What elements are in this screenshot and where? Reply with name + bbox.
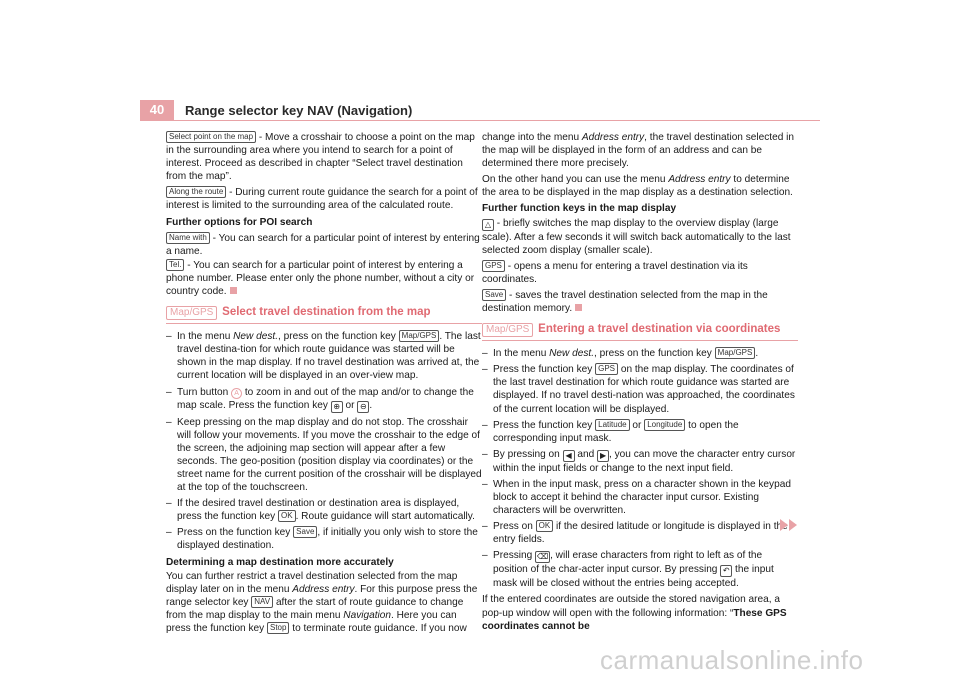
- function-key: Map/GPS: [715, 347, 756, 359]
- function-key: Longitude: [644, 419, 685, 431]
- list-item: – Turn button A to zoom in and out of the map and/or to change the map scale. Press the function key ⊕ or ⊖ .: [166, 386, 482, 413]
- arrow-right-icon: ▶: [597, 450, 609, 462]
- paragraph: [166, 186, 482, 212]
- function-key: GPS: [595, 363, 618, 375]
- text: - briefly switches the map display to the overview display (large scale). After a few seconds it will switch back automatically to the last selected zoom display (smaller scale).: [482, 217, 791, 256]
- function-key: Stop: [267, 622, 289, 634]
- list-item: – If the desired travel destination or destination area is displayed, press the function key OK . Route guidance will start automatically.: [166, 497, 482, 523]
- continue-arrow-icon: [789, 519, 797, 531]
- paragraph: change into the menu Address entry, the travel destination selected in the map will be displayed in the form of an address and can be determined there more precisely.: [482, 132, 794, 170]
- section-key: Map/GPS: [482, 323, 533, 337]
- subheading: Further options for POI search: [166, 216, 313, 228]
- function-key: Tel.: [166, 259, 184, 271]
- function-key: Name with: [166, 232, 210, 244]
- paragraph: [166, 232, 482, 258]
- function-key: OK: [278, 510, 296, 522]
- text: - Move a crosshair to choose a point on the map in the surrounding area where you intend to search for a point of interest. Proceed as described in chapter “Select travel destination from the map”.: [166, 132, 475, 183]
- list-item: – Keep pressing on the map display and do not stop. The crosshair will follow your movements. If you move the crosshair to the edge of the screen, the adjoining map section will appear after a few seconds. The geo-position (position display via coordinates) or the street name for the current position of the crosshair will be displayed at the top of the touchscreen.: [166, 416, 482, 495]
- paragraph: [482, 260, 798, 286]
- text: - opens a menu for entering a travel destination via its coordinates.: [482, 260, 748, 285]
- list-item: – Press on the function key Save , if initially you only wish to store the displayed destination.: [166, 526, 482, 552]
- function-key: OK: [536, 520, 554, 532]
- section-title: Select travel destination from the map: [222, 306, 431, 319]
- list-item: – Pressing ⌫ , will erase characters from right to left as of the position of the char-acter input cursor. By pressing ↶ the input mask will be closed without the entries being accepted.: [482, 549, 798, 590]
- overview-icon: △: [482, 219, 494, 231]
- header-divider: [140, 120, 820, 121]
- list-item: – Press the function key Latitude or Longitude to open the corresponding input mask.: [482, 419, 798, 445]
- function-key: Map/GPS: [399, 330, 440, 342]
- subheading: Further function keys in the map display: [482, 203, 677, 215]
- instruction-list: [482, 347, 798, 590]
- paragraph: [166, 131, 482, 183]
- list-item: – Press on OK if the desired latitude or longitude is displayed in the entry fields.: [482, 520, 798, 546]
- back-icon: ↶: [720, 565, 732, 577]
- list-item: – In the menu New dest., press on the function key Map/GPS . The last travel destina-tion for which route guidance was started will be shown in the map display. If no travel destination was arrived at, the current location will be displayed in an over-view map.: [166, 330, 482, 382]
- paragraph: [166, 259, 482, 298]
- section-title: Entering a travel destination via coordinates: [538, 323, 781, 336]
- paragraph: [482, 217, 798, 257]
- list-item: – In the menu New dest., press on the function key Map/GPS .: [482, 347, 798, 360]
- list-item: – Press the function key GPS on the map display. The coordinates of the last travel destination for which route guidance was started are displayed. If no travel desti-nation was approached, the coordinates of the current location will be displayed.: [482, 363, 798, 415]
- list-item: – When in the input mask, press on a character shown in the keypad block to accept it behind the character input cursor. Existing characters will be overwritten.: [482, 478, 798, 517]
- text: - You can search for a particular point of interest by entering a name.: [166, 232, 480, 257]
- backspace-icon: ⌫: [536, 552, 549, 562]
- function-key: Select point on the map: [166, 131, 256, 143]
- continue-arrow-icon: [780, 519, 788, 531]
- section-heading: [482, 323, 798, 341]
- text: - You can search for a particular point of interest by entering a phone number. Please enter only the phone number, without a city or country code.: [166, 259, 475, 298]
- function-key: GPS: [482, 260, 505, 272]
- function-key: NAV: [251, 596, 273, 608]
- page-number: 40: [140, 100, 174, 120]
- zoom-in-icon: ⊕: [331, 401, 343, 413]
- instruction-list: [166, 330, 482, 552]
- section-end-icon: [575, 304, 582, 311]
- paragraph: On the other hand you can use the menu Address entry to determine the area to be displayed in the map display as a destination selection.: [482, 174, 793, 199]
- section-heading: [166, 306, 482, 324]
- paragraph: If the entered coordinates are outside the stored navigation area, a pop-up window will open with the following information: “These GPS coordinates cannot be: [482, 594, 787, 632]
- paragraph: You can further restrict a travel destination selected from the map display later on in the menu Address entry. For this purpose press the range selector key NAV after the start of route guidance to change from the map display to the main menu Navigation. Here you can press the function key Stop to terminate route guidance. If you now: [166, 570, 478, 634]
- watermark: carmanualsonline.info: [600, 645, 864, 675]
- arrow-left-icon: ◀: [563, 450, 575, 462]
- right-column: [482, 131, 798, 636]
- text: - During current route guidance the search for a point of interest is limited to the surrounding area of the calculated route.: [166, 187, 478, 212]
- page-title: Range selector key NAV (Navigation): [185, 103, 413, 118]
- function-key: Latitude: [595, 419, 629, 431]
- section-end-icon: [230, 287, 237, 294]
- left-column: [166, 131, 482, 638]
- text: - saves the travel destination selected from the map in the destination memory.: [482, 289, 768, 315]
- section-key: Map/GPS: [166, 306, 217, 320]
- subheading: Determining a map destination more accurately: [166, 556, 394, 568]
- paragraph: [482, 289, 798, 315]
- function-key: Along the route: [166, 186, 226, 198]
- zoom-out-icon: ⊖: [357, 401, 369, 413]
- list-item: – By pressing on ◀ and ▶ , you can move the character entry cursor within the input fields or change to the next input field.: [482, 448, 798, 475]
- function-key: Save: [482, 289, 506, 301]
- button-a-icon: A: [231, 388, 242, 399]
- function-key: Save: [293, 526, 317, 538]
